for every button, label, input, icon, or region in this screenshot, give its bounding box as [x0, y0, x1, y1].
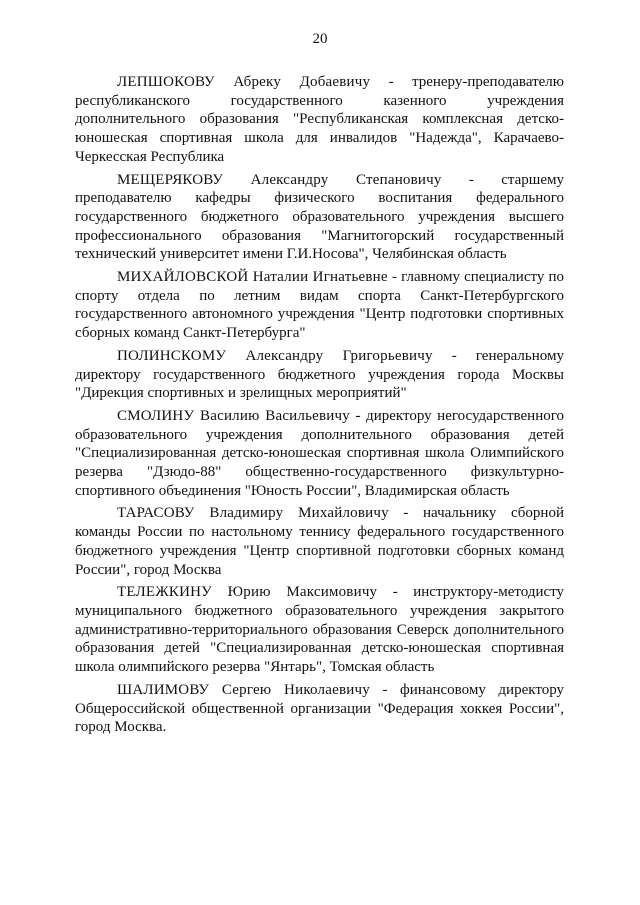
recipient-position: - старшему преподавателю кафедры физического воспитания федерального государственного бюджетного образовательного учреждения высшего профессионального образования "Магнитогорский государственный технический университет имени Г.И.Носова", Челябинская область	[75, 171, 565, 263]
recipient-position: - начальнику сборной команды России по настольному теннису федерального государственного бюджетного учреждения "Центр спортивной подготовки сборных команд России", город Москва	[75, 505, 564, 578]
recipient-position: - главному специалисту по спорту отдела по летним видам спорта Санкт-Петербургского государственного автономного учреждения "Центр подготовки спортивных сборных команд Санкт-Петербурга"	[75, 269, 565, 342]
award-entry	[75, 681, 564, 737]
recipient-name: ТЕЛЕЖКИНУ Юрию Максимовичу	[117, 584, 378, 601]
recipient-name: МИХАЙЛОВСКОЙ Наталии Игнатьевне	[117, 269, 388, 286]
award-entry	[75, 73, 564, 167]
award-entry	[75, 504, 564, 579]
award-entry	[75, 583, 564, 677]
recipient-name: ПОЛИНСКОМУ Александру Григорьевичу	[117, 347, 433, 364]
recipient-name: СМОЛИНУ Василию Васильевичу	[117, 407, 350, 424]
recipient-name: ЛЕПШОКОВУ Абреку Добаевичу	[117, 74, 371, 90]
award-entry	[75, 347, 564, 403]
award-entry	[75, 268, 564, 343]
recipient-name: ШАЛИМОВУ Сергею Николаевичу	[117, 681, 370, 698]
recipient-position: - тренеру-преподавателю республиканского государственного казенного учреждения дополнительного образования "Республиканская комплексная детско-юношеская спортивная школа для инвалидов "Надежда", Карачаево-Черкесская Республика	[75, 74, 564, 165]
page-number: 20	[312, 31, 328, 47]
recipient-position: - инструктору-методисту муниципального бюджетного образовательного учреждения закрытого административно-территориального образования Северск дополнительного образования детей "Специализированная детско-юношеская спортивная школа олимпийского резерва "Янтарь", Томская область	[75, 584, 564, 676]
recipient-position: - директору негосударственного образовательного учреждения дополнительного образования детей "Специализированная детско-юношеская спортивная школа Олимпийского резерва "Дзюдо-88" общественно-государственного физкультурно-спортивного объединения "Юность России", Владимирская область	[75, 407, 565, 499]
recipient-name: МЕЩЕРЯКОВУ Александру Степановичу	[117, 171, 442, 188]
recipient-name: ТАРАСОВУ Владимиру Михайловичу	[117, 505, 389, 522]
award-entry	[75, 407, 564, 501]
award-entry	[75, 171, 564, 265]
recipient-position: - генеральному директору государственного бюджетного учреждения города Москвы "Дирекция спортивных и зрелищных мероприятий"	[75, 347, 564, 402]
award-list	[75, 73, 564, 741]
recipient-position: - финансовому директору Общероссийской общественной организации "Федерация хоккея России", город Москва.	[75, 681, 564, 736]
